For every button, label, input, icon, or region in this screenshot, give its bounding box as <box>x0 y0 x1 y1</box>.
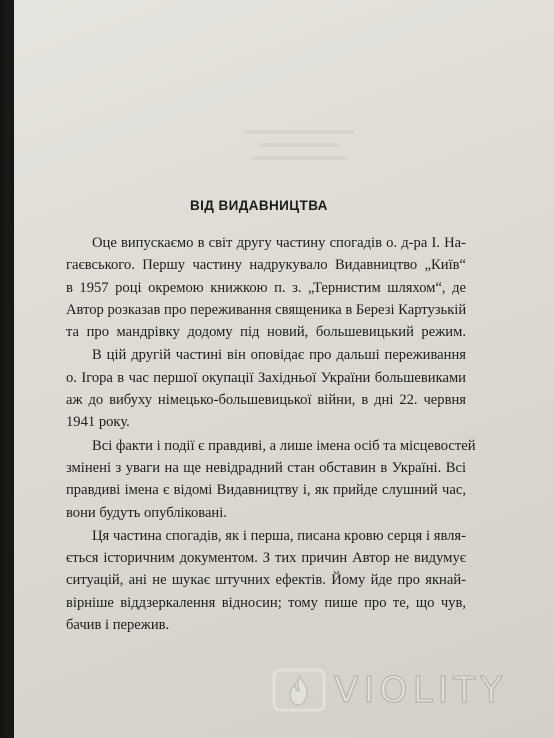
page-heading: ВІД ВИДАВНИЦТВА <box>190 198 328 213</box>
show-through-text <box>244 130 354 170</box>
paragraph-4 <box>66 525 466 636</box>
text-line: о. Ігора в час першої окупації Західньої України большевиками <box>66 369 466 386</box>
text-line: В цій другій частині він оповідає про дальші переживання <box>92 347 466 364</box>
text-line: Оце випускаємо в світ другу частину спогадів о. д-ра І. На- <box>92 235 466 251</box>
violity-fire-logo-icon <box>272 668 326 712</box>
text-line: та про мандрівку додому під новий, большевицький режим. <box>66 324 466 341</box>
text-line: бачив і пережив. <box>66 617 170 634</box>
text-line: Всі факти і події є правдиві, а лише імена осіб та місцевостей <box>92 437 476 454</box>
watermark-text: VIOLITY <box>334 670 508 711</box>
book-spine-shadow <box>0 0 14 738</box>
text-line: 1941 року. <box>66 414 130 431</box>
text-line: Ця частина спогадів, як і перша, писана кровю серця і явля- <box>92 527 466 544</box>
text-line: вони будуть опубліковані. <box>66 504 227 521</box>
watermark <box>272 668 536 714</box>
text-line: аж до вибуху німецько-большевицької війни, в дні 22. червня <box>66 392 466 409</box>
text-line: ситуацій, ані не шукає штучних ефектів. Йому йде про якнай- <box>66 572 466 589</box>
text-line: вірніше віддзеркалення відносин; тому пише про те, що чув, <box>66 594 466 611</box>
body-text <box>66 232 476 637</box>
text-line: Автор розказав про переживання священика в Березі Картузькій <box>66 301 467 318</box>
text-line: правдиві імена є відомі Видавництву і, як прийде слушний час, <box>66 482 466 499</box>
text-line: змінені з уваги на ще невідрадний стан обставин в Україні. Всі <box>66 459 466 476</box>
paragraph-2 <box>66 344 466 433</box>
text-line: ється історичним документом. З тих причин Автор не видумує <box>66 550 466 567</box>
paragraph-3 <box>66 435 476 524</box>
text-line: гаєвського. Першу частину надрукувало Видавництво „Київ“ <box>66 257 466 274</box>
paragraph-1 <box>66 232 466 343</box>
text-line: в 1957 році окремою книжкою п. з. „Тернистим шляхом“, де <box>66 279 466 296</box>
